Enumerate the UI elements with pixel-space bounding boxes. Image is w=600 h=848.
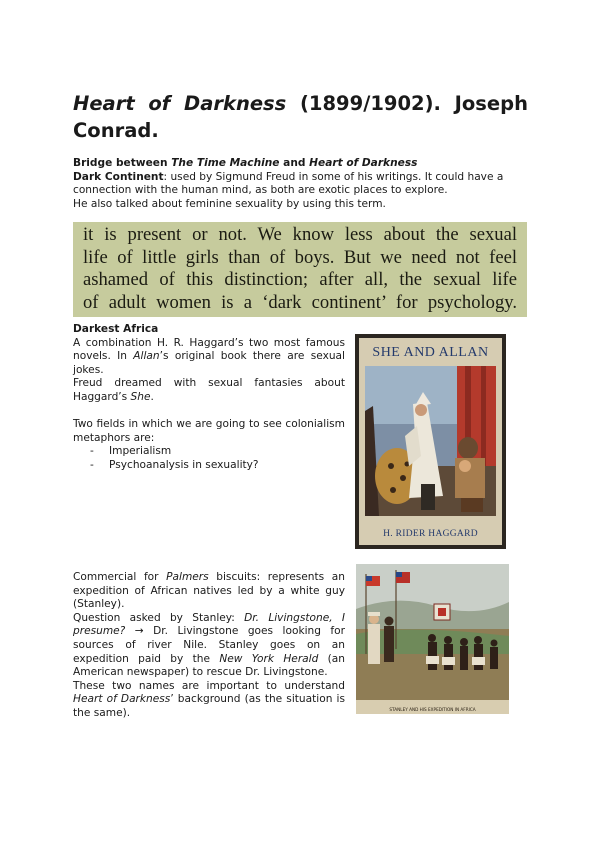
book-author: H. RIDER HAGGARD — [383, 529, 478, 539]
p1-italic: Allan — [133, 350, 160, 363]
palmers-p3-b: ’ background (as the situation is the same). — [73, 693, 345, 719]
quote-line: of adult women is a ‘dark continent’ for psychology. — [83, 291, 517, 313]
p2-end: . — [150, 390, 154, 403]
intro-section — [73, 157, 528, 211]
expedition-illustration — [356, 564, 509, 714]
palmers-p1 — [73, 571, 345, 612]
dark-continent-term: Dark Continent — [73, 170, 164, 183]
fields-list — [73, 445, 345, 472]
bridge-prefix: Bridge between — [73, 157, 172, 169]
title-work: Heart of Darkness — [73, 92, 287, 115]
palmers-p3-a: These two names are important to understand — [73, 679, 345, 692]
palmers-p3-italic: Heart of Darkness — [73, 693, 171, 706]
darkest-africa-p2 — [73, 377, 345, 404]
list-item: - Imperialism — [73, 445, 345, 459]
p1-end: ’s original book there are sexual jokes. — [73, 350, 345, 376]
darkest-africa-heading: Darkest Africa — [73, 323, 159, 335]
bridge-heading — [73, 157, 528, 171]
quote-line: life of little girls than of boys. But we need not feel — [83, 246, 517, 268]
bridge-and: and — [279, 157, 310, 169]
expedition-caption: STANLEY AND HIS EXPEDITION IN AFRICA — [389, 707, 476, 712]
palmers-section — [73, 571, 345, 721]
palmers-p2 — [73, 612, 345, 680]
dark-continent-text: : used by Sigmund Freud in some of his writings. It could have a connection with the human mind, as both are exotic places to explore. — [73, 170, 504, 197]
book-cover-image — [355, 334, 506, 549]
darkest-africa-section — [73, 323, 345, 473]
palmers-p1-a: Commercial for — [73, 571, 167, 583]
palmers-p1-b: biscuits: represents an expedition of African natives led by a white guy (Stanley). — [73, 571, 345, 611]
p1-text: A combination H. R. Haggard’s two most famous novels. In — [73, 336, 345, 363]
palmers-p2-italic: Dr. Livingstone, I presume? — [73, 611, 345, 638]
palmers-p3 — [73, 680, 345, 721]
book-cover-inner — [359, 338, 502, 545]
p2-italic: She — [130, 390, 151, 403]
dark-continent-paragraph — [73, 171, 528, 198]
page-title — [73, 90, 528, 144]
palmers-p2-italic2: New York Herald — [219, 652, 319, 665]
palmers-p2-c: (an American newspaper) to rescue Dr. Livingstone. — [73, 652, 345, 679]
cover-illustration — [365, 366, 496, 516]
freud-quote-image — [73, 222, 527, 317]
spacer — [73, 405, 345, 419]
expedition-scene — [356, 564, 509, 714]
list-item: - Psychoanalysis in sexuality? — [73, 459, 345, 473]
dark-continent-line2: He also talked about feminine sexuality by using this term. — [73, 197, 386, 210]
quote-line: it is present or not. We know less about the sexual — [83, 224, 517, 245]
bridge-work1: The Time Machine — [171, 157, 280, 169]
palmers-p2-a: Question asked by Stanley: — [73, 611, 245, 624]
darkest-africa-p3: Two fields in which we are going to see colonialism metaphors are: — [73, 418, 345, 444]
book-title: SHE AND ALLAN — [372, 345, 489, 360]
palmers-p2-b: → Dr. Livingstone goes looking for sources of river Nile. Stanley goes on an expedition paid by the — [73, 625, 345, 665]
quote-line: ashamed of this distinction; after all, the sexual life — [83, 269, 517, 291]
palmers-p1-italic: Palmers — [166, 571, 209, 583]
bridge-work2: Heart of Darkness — [309, 157, 418, 169]
title-rest: (1899/1902). Joseph Conrad. — [73, 92, 528, 142]
darkest-africa-p1 — [73, 337, 345, 378]
p2-text: Freud dreamed with sexual fantasies about Haggard’s — [73, 377, 345, 403]
